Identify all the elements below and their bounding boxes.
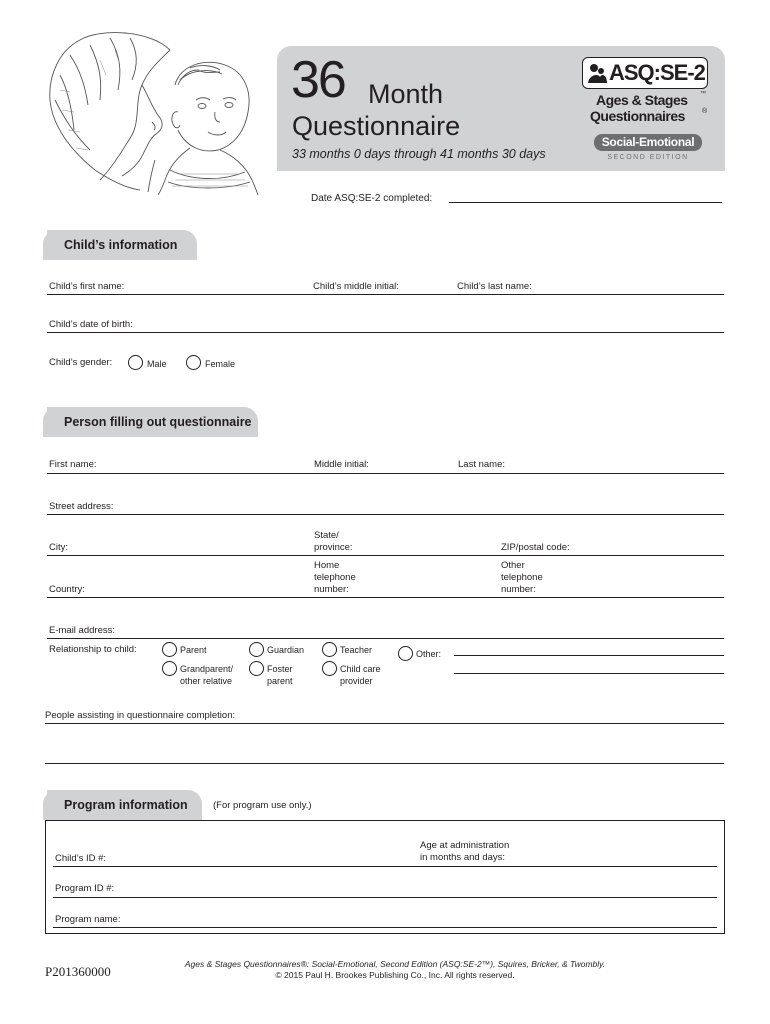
title-number: 36: [291, 51, 345, 109]
child-gender-label: Child’s gender:: [49, 357, 113, 368]
section-child-information: [47, 230, 197, 260]
program-id-field[interactable]: [53, 897, 717, 898]
email-field[interactable]: [47, 638, 724, 639]
middle-initial-label: Middle initial:: [314, 459, 369, 470]
home-phone-line1: Home: [314, 560, 340, 571]
city-state-zip-field[interactable]: [47, 555, 724, 556]
child-id-label: Child’s ID #:: [55, 853, 107, 864]
relationship-other-field-1[interactable]: [454, 655, 724, 656]
home-phone-line2: telephone: [314, 572, 356, 583]
child-middle-initial-label: Child’s middle initial:: [313, 281, 399, 292]
gender-male-label: Male: [147, 359, 167, 369]
section-program-information: [47, 790, 202, 820]
state-label-line1: State/: [314, 530, 339, 541]
other-phone-line1: Other: [501, 560, 525, 571]
age-line2: in months and days:: [420, 852, 506, 863]
home-phone-line3: number:: [314, 584, 349, 595]
section-child-information-title: Child’s information: [64, 238, 178, 252]
logo-tm: ™: [700, 91, 706, 97]
logo-band: Social-Emotional: [594, 134, 702, 151]
program-use-note: (For program use only.): [213, 800, 312, 811]
logo-line2: Questionnaires: [590, 108, 685, 124]
assisting-field-2[interactable]: [45, 763, 724, 764]
gender-female-radio[interactable]: [186, 355, 201, 370]
foster-line2: parent: [267, 676, 293, 686]
person-name-field[interactable]: [47, 473, 724, 474]
logo-main: ASQ:SE-2: [609, 60, 705, 85]
childcare-line2: provider: [340, 676, 373, 686]
relationship-foster-radio[interactable]: [249, 661, 264, 676]
assisting-field-1[interactable]: [45, 723, 724, 724]
country-phone-field[interactable]: [47, 597, 724, 598]
zip-label: ZIP/postal code:: [501, 542, 570, 553]
child-id-field[interactable]: [53, 866, 717, 867]
logo-reg: ®: [702, 108, 708, 115]
relationship-grandparent-label: [180, 663, 233, 687]
childcare-line1: Child care: [340, 664, 381, 674]
date-completed-label: Date ASQ:SE-2 completed:: [311, 193, 433, 204]
relationship-childcare-label: [340, 663, 381, 687]
section-program-information-title: Program information: [64, 798, 188, 812]
logo-edition: SECOND EDITION: [607, 154, 689, 161]
other-phone-label: [501, 560, 543, 596]
child-name-field[interactable]: [47, 294, 724, 295]
relationship-grandparent-radio[interactable]: [162, 661, 177, 676]
state-label-line2: province:: [314, 542, 353, 553]
relationship-guardian-label: Guardian: [267, 645, 305, 655]
program-info-box: [45, 820, 725, 934]
date-completed-field[interactable]: [449, 202, 722, 203]
child-last-name-label: Child’s last name:: [457, 281, 532, 292]
child-dob-label: Child’s date of birth:: [49, 319, 133, 330]
title-questionnaire: Questionnaire: [292, 111, 461, 141]
age-at-administration-label: [420, 840, 509, 864]
logo-figure-icon: [586, 61, 608, 85]
program-name-label: Program name:: [55, 914, 121, 925]
assisting-label: People assisting in questionnaire completion:: [45, 710, 236, 721]
other-phone-line3: number:: [501, 584, 536, 595]
relationship-other-label: Other:: [416, 649, 442, 659]
city-label: City:: [49, 542, 68, 553]
street-address-label: Street address:: [49, 501, 114, 512]
other-phone-line2: telephone: [501, 572, 543, 583]
footer-credit: Ages & Stages Questionnaires®: Social-Emotional, Second Edition (ASQ:SE-2™), Squires, Bricker, & Twombly.: [184, 959, 606, 969]
last-name-label: Last name:: [458, 459, 505, 470]
relationship-label: Relationship to child:: [49, 644, 137, 655]
relationship-foster-label: [267, 663, 293, 687]
relationship-other-radio[interactable]: [398, 646, 413, 661]
grandparent-line1: Grandparent/: [180, 664, 234, 674]
logo-line1: Ages & Stages: [596, 92, 688, 108]
age-range: 33 months 0 days through 41 months 30 days: [292, 147, 546, 161]
child-first-name-label: Child’s first name:: [49, 281, 125, 292]
relationship-parent-radio[interactable]: [162, 642, 177, 657]
street-address-field[interactable]: [47, 514, 724, 515]
footer-copyright: © 2015 Paul H. Brookes Publishing Co., Inc. All rights reserved.: [275, 970, 515, 980]
email-label: E-mail address:: [49, 625, 115, 636]
relationship-teacher-radio[interactable]: [322, 642, 337, 657]
relationship-parent-label: Parent: [180, 645, 207, 655]
foster-line1: Foster: [267, 664, 293, 674]
section-person-filling: [47, 407, 258, 437]
state-province-label: [314, 530, 353, 554]
age-line1: Age at administration: [420, 840, 510, 851]
home-phone-label: [314, 560, 356, 596]
country-label: Country:: [49, 584, 85, 595]
program-name-field[interactable]: [53, 927, 717, 928]
first-name-label: First name:: [49, 459, 97, 470]
mother-child-illustration: [40, 30, 265, 195]
gender-female-label: Female: [205, 359, 236, 369]
gender-male-radio[interactable]: [128, 355, 143, 370]
grandparent-line2: other relative: [180, 676, 233, 686]
relationship-guardian-radio[interactable]: [249, 642, 264, 657]
child-dob-field[interactable]: [47, 332, 724, 333]
relationship-other-field-2[interactable]: [454, 673, 724, 674]
relationship-teacher-label: Teacher: [340, 645, 373, 655]
title-month: Month: [368, 79, 444, 109]
program-id-label: Program ID #:: [55, 883, 115, 894]
form-code: P201360000: [45, 964, 111, 979]
asq-se2-logo: [582, 57, 710, 165]
relationship-childcare-radio[interactable]: [322, 661, 337, 676]
section-person-filling-title: Person filling out questionnaire: [64, 415, 252, 429]
